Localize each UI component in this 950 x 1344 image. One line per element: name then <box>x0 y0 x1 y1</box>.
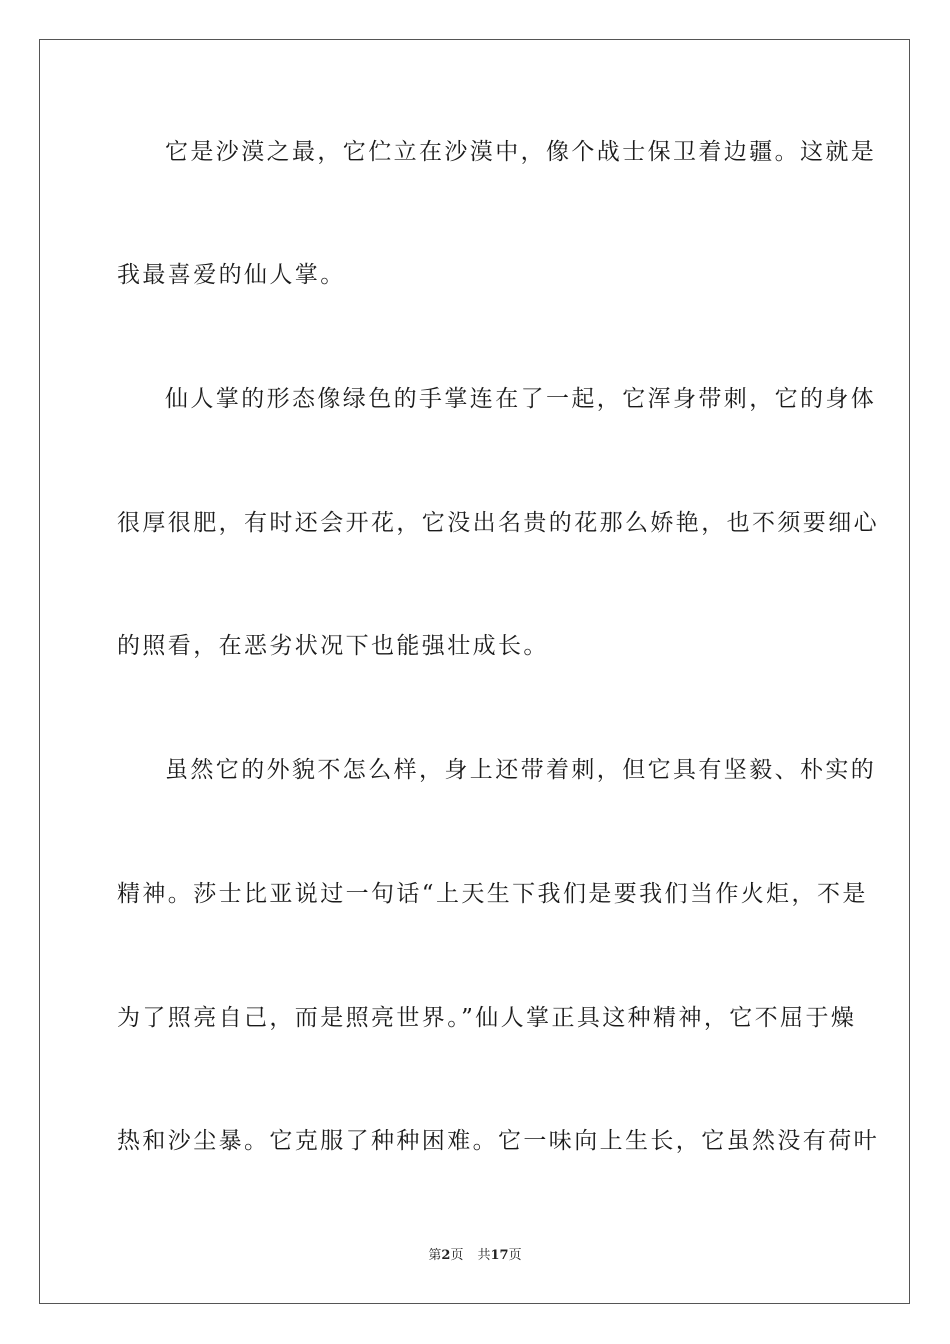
page-suffix: 页 <box>450 1248 464 1263</box>
page-prefix: 第 <box>428 1248 442 1263</box>
total-pages-indicator <box>477 1248 521 1263</box>
total-suffix: 页 <box>508 1248 522 1263</box>
total-pages: 17 <box>490 1248 509 1263</box>
page-footer <box>0 1247 950 1265</box>
page-border <box>39 39 910 1304</box>
paragraph-line: 我最喜爱的仙人掌。 <box>117 262 346 288</box>
paragraph-line: 的照看，在恶劣状况下也能强壮成长。 <box>117 633 549 659</box>
paragraph-line: 精神。莎士比亚说过一句话“上天生下我们是要我们当作火炬，不是 <box>117 881 868 907</box>
paragraph-line: 它是沙漠之最，它伫立在沙漠中，像个战士保卫着边疆。这就是 <box>165 139 877 165</box>
total-prefix: 共 <box>477 1248 491 1263</box>
page-number: 2 <box>441 1248 451 1263</box>
paragraph-line: 仙人掌的形态像绿色的手掌连在了一起，它浑身带刺，它的身体 <box>165 386 877 412</box>
paragraph-line: 为了照亮自己，而是照亮世界。”仙人掌正具这种精神，它不屈于燥 <box>117 1005 857 1031</box>
paragraph-line: 热和沙尘暴。它克服了种种困难。它一味向上生长，它虽然没有荷叶 <box>117 1128 879 1154</box>
paragraph-line: 虽然它的外貌不怎么样，身上还带着刺，但它具有坚毅、朴实的 <box>165 757 877 783</box>
paragraph-line: 很厚很肥，有时还会开花，它没出名贵的花那么娇艳，也不须要细心 <box>117 510 879 536</box>
page-indicator <box>428 1248 463 1263</box>
